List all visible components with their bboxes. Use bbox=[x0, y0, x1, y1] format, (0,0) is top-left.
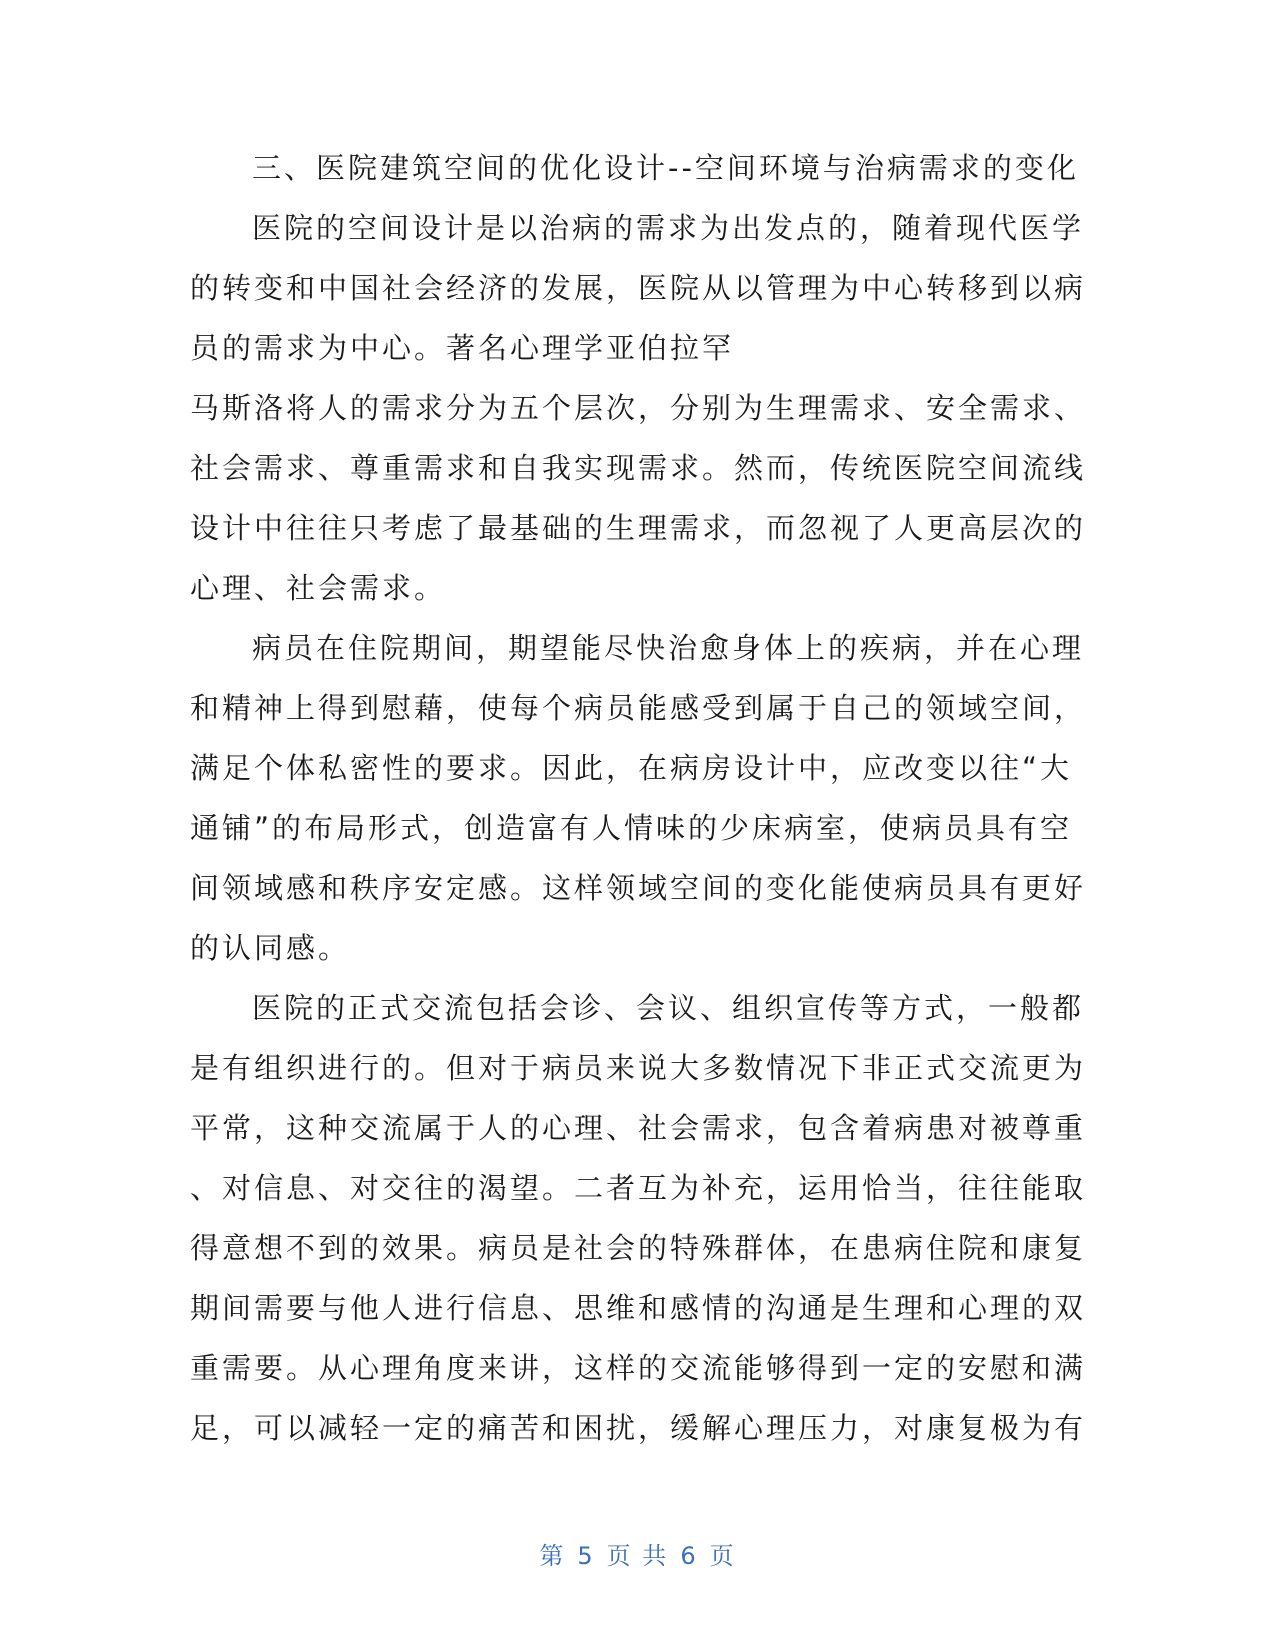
paragraph-line: 间领域感和秩序安定感。这样领域空间的变化能使病员具有更好 bbox=[190, 871, 1087, 905]
paragraph-line: 社会需求、尊重需求和自我实现需求。然而，传统医院空间流线 bbox=[190, 451, 1087, 485]
footer-suffix: 页 bbox=[709, 1542, 736, 1570]
paragraph-line: 、对信息、对交往的渴望。二者互为补充，运用恰当，往往能取 bbox=[190, 1171, 1087, 1205]
paragraph-line: 员的需求为中心。著名心理学亚伯拉罕 bbox=[190, 331, 735, 365]
paragraph-line: 的转变和中国社会经济的发展，医院从以管理为中心转移到以病 bbox=[190, 271, 1087, 305]
footer-total-pages: 6 bbox=[680, 1542, 698, 1570]
paragraph-line: 马斯洛将人的需求分为五个层次，分别为生理需求、安全需求、 bbox=[190, 391, 1087, 425]
paragraph-line: 得意想不到的效果。病员是社会的特殊群体，在患病住院和康复 bbox=[190, 1231, 1087, 1265]
paragraph-line: 通铺”的布局形式，创造富有人情味的少床病室，使病员具有空 bbox=[190, 811, 1073, 845]
paragraph-line: 重需要。从心理角度来讲，这样的交流能够得到一定的安慰和满 bbox=[190, 1351, 1087, 1385]
document-body bbox=[190, 138, 1087, 1458]
section-heading: 三、医院建筑空间的优化设计--空间环境与治病需求的变化 bbox=[252, 151, 1079, 185]
paragraph-line: 心理、社会需求。 bbox=[190, 571, 447, 605]
paragraph-line: 设计中往往只考虑了最基础的生理需求，而忽视了人更高层次的 bbox=[190, 511, 1087, 545]
paragraph-line: 医院的正式交流包括会诊、会议、组织宣传等方式，一般都 bbox=[252, 991, 1085, 1025]
footer-prefix: 第 bbox=[539, 1542, 566, 1570]
paragraph-line: 满足个体私密性的要求。因此，在病房设计中，应改变以往“大 bbox=[190, 751, 1073, 785]
paragraph-line: 是有组织进行的。但对于病员来说大多数情况下非正式交流更为 bbox=[190, 1051, 1087, 1085]
paragraph-line: 的认同感。 bbox=[190, 931, 351, 965]
paragraph-line: 和精神上得到慰藉，使每个病员能感受到属于自己的领域空间， bbox=[190, 691, 1087, 725]
paragraph-line: 平常，这种交流属于人的心理、社会需求，包含着病患对被尊重 bbox=[190, 1111, 1087, 1145]
footer-page-number: 5 bbox=[577, 1542, 595, 1570]
paragraph-line: 期间需要与他人进行信息、思维和感情的沟通是生理和心理的双 bbox=[190, 1291, 1087, 1325]
page-footer bbox=[0, 1536, 1275, 1571]
paragraph-line: 医院的空间设计是以治病的需求为出发点的，随着现代医学 bbox=[252, 211, 1085, 245]
footer-mid: 页 共 bbox=[606, 1542, 669, 1570]
paragraph-line: 足，可以减轻一定的痛苦和困扰，缓解心理压力，对康复极为有 bbox=[190, 1411, 1087, 1445]
paragraph-line: 病员在住院期间，期望能尽快治愈身体上的疾病，并在心理 bbox=[252, 631, 1085, 665]
